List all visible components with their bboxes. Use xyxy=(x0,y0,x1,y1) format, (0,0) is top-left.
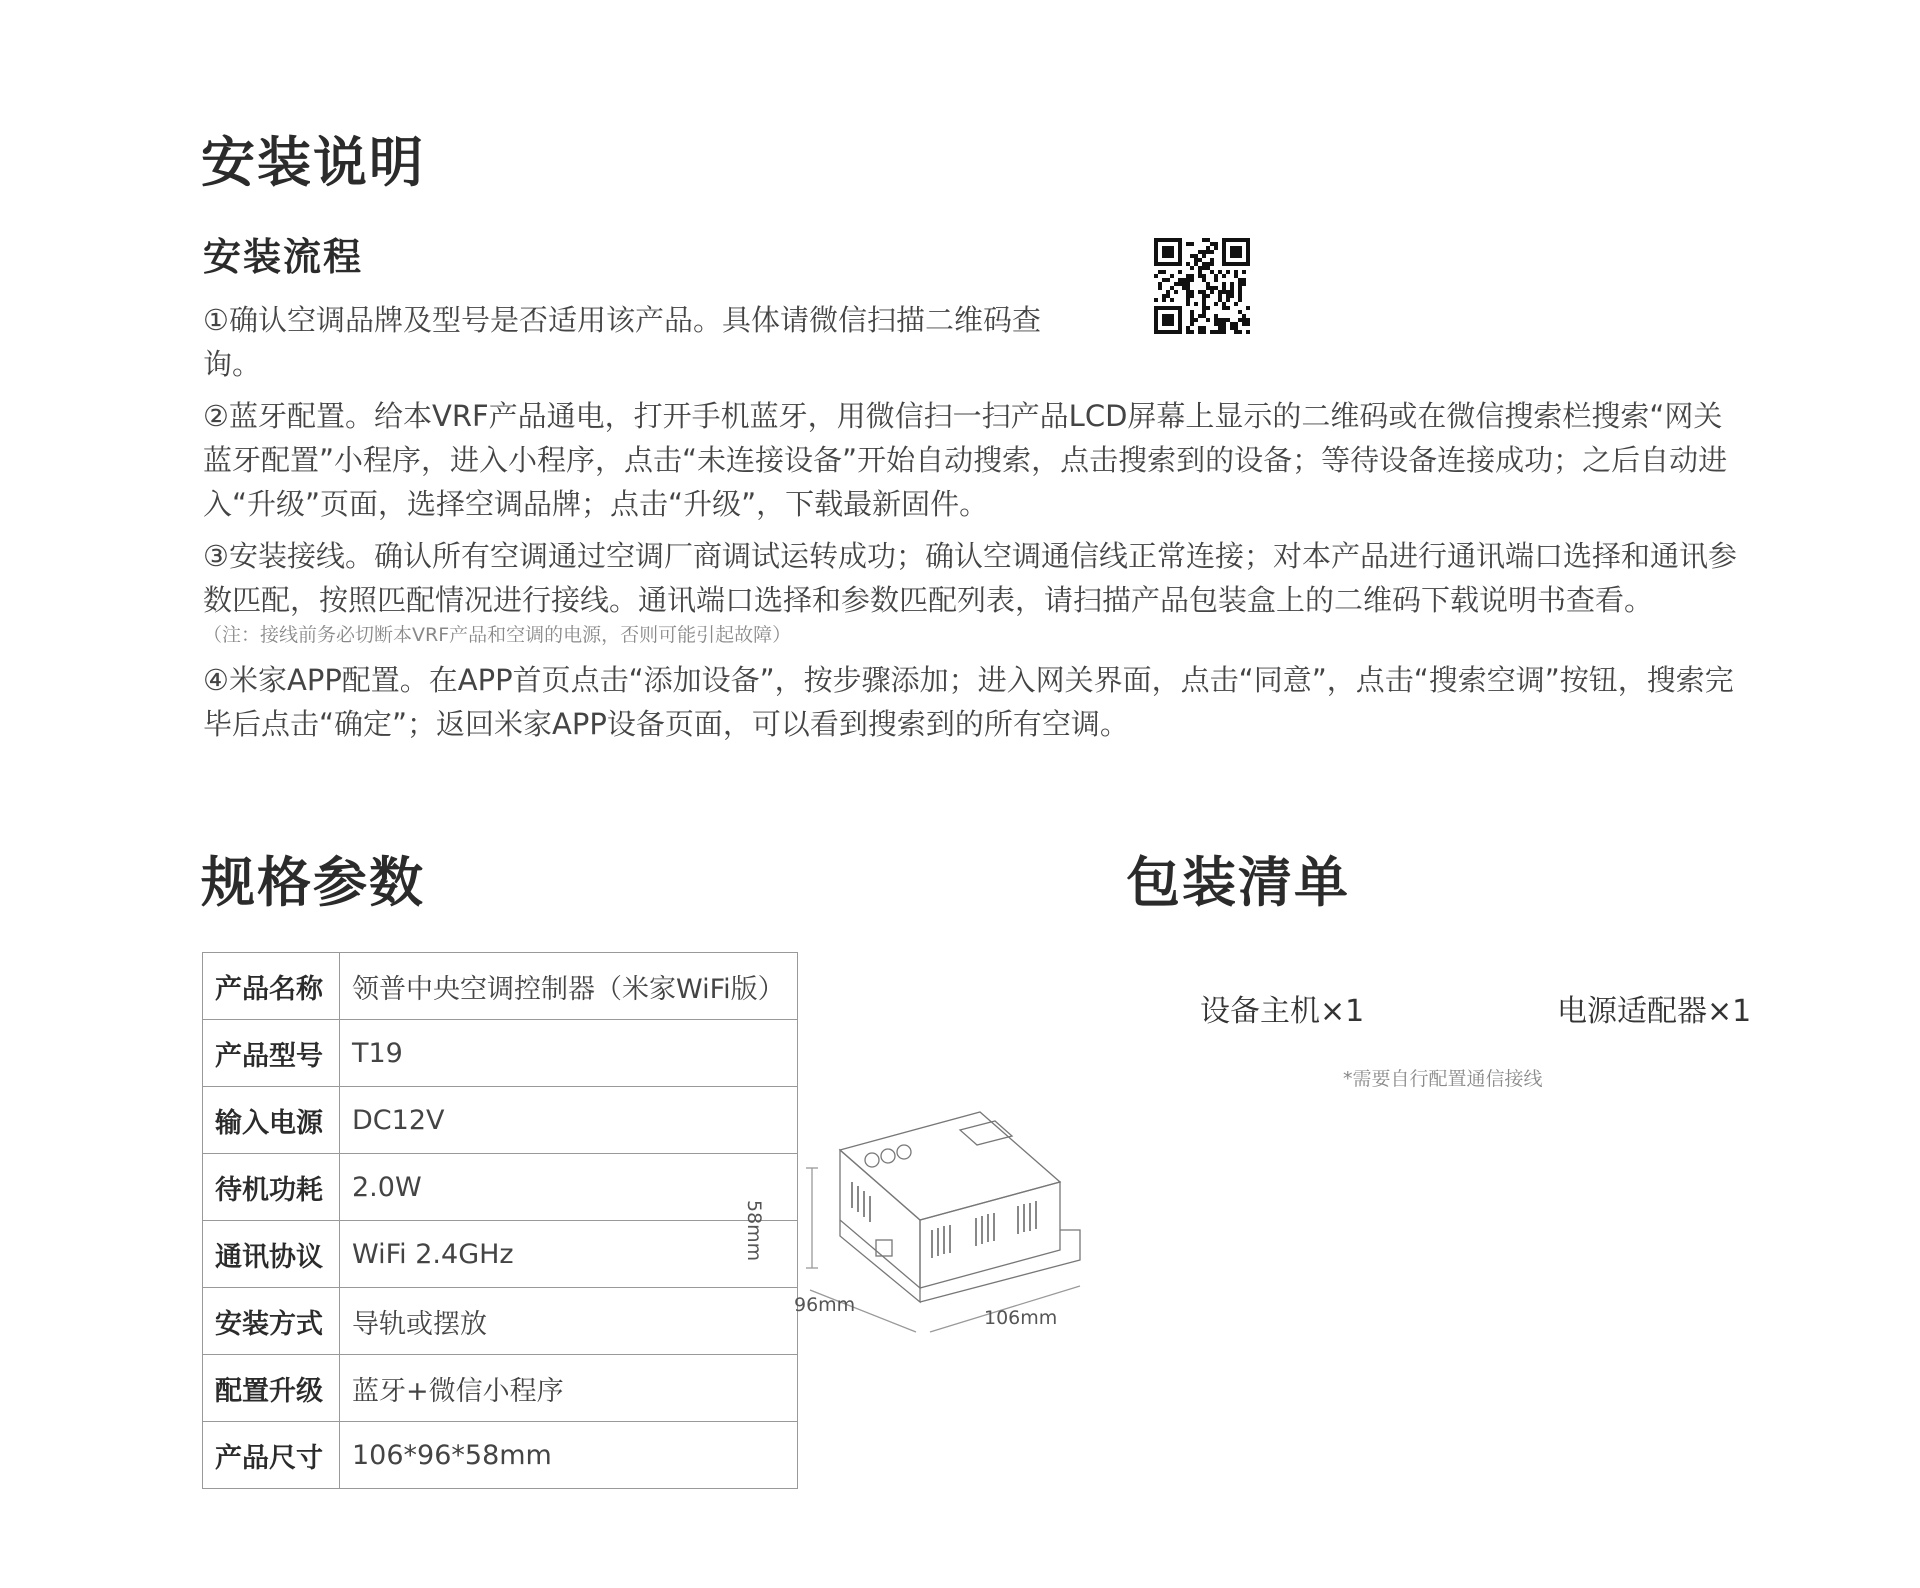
spec-value: 导轨或摆放 xyxy=(340,1288,798,1355)
dimension-width: 106mm xyxy=(984,1307,1058,1329)
table-row xyxy=(203,1154,798,1221)
table-row xyxy=(203,1422,798,1489)
dimension-height: 58mm xyxy=(743,1200,765,1262)
spec-label: 待机功耗 xyxy=(203,1154,340,1221)
table-row xyxy=(203,953,798,1020)
packing-item: 设备主机×1 xyxy=(1200,994,1365,1029)
install-note: （注：接线前务必切断本VRF产品和空调的电源，否则可能引起故障） xyxy=(203,624,792,646)
packing-note: *需要自行配置通信接线 xyxy=(1343,1068,1543,1090)
spec-label: 产品名称 xyxy=(203,953,340,1020)
table-row xyxy=(203,1087,798,1154)
install-subtitle: 安装流程 xyxy=(203,235,364,279)
spec-value: 106*96*58mm xyxy=(340,1422,798,1489)
install-steps xyxy=(203,298,1743,754)
power-port xyxy=(876,1240,892,1256)
install-step-4: ④米家APP配置。在APP首页点击“添加设备”，按步骤添加；进入网关界面，点击“同意”，点击“搜索空调”按钮，搜索完毕后点击“确定”；返回米家APP设备页面，可以看到搜索到的所有空调。 xyxy=(203,663,1734,741)
packing-item: 电源适配器×1 xyxy=(1557,994,1752,1029)
install-title: 安装说明 xyxy=(201,131,425,194)
install-step-1: ①确认空调品牌及型号是否适用该产品。具体请微信扫描二维码查询。 xyxy=(203,303,1041,381)
table-row xyxy=(203,1221,798,1288)
spec-label: 安装方式 xyxy=(203,1288,340,1355)
table-row xyxy=(203,1355,798,1422)
spec-label: 产品型号 xyxy=(203,1020,340,1087)
spec-value: 领普中央空调控制器（米家WiFi版） xyxy=(340,953,798,1020)
table-row xyxy=(203,1020,798,1087)
dimension-depth: 96mm xyxy=(794,1294,856,1316)
spec-label: 输入电源 xyxy=(203,1087,340,1154)
table-row xyxy=(203,1288,798,1355)
install-step-2: ②蓝牙配置。给本VRF产品通电，打开手机蓝牙，用微信扫一扫产品LCD屏幕上显示的二维码或在微信搜索栏搜索“网关蓝牙配置”小程序，进入小程序，点击“未连接设备”开始自动搜索，点击搜索到的设备；等待设备连接成功；之后自动进入“升级”页面，选择空调品牌；点击“升级”，下载最新固件。 xyxy=(203,399,1728,521)
specs-table xyxy=(202,952,798,1489)
spec-label: 通讯协议 xyxy=(203,1221,340,1288)
packing-title: 包装清单 xyxy=(1126,851,1350,914)
device-top-face xyxy=(840,1112,1060,1220)
spec-value: DC12V xyxy=(340,1087,798,1154)
device-front-face xyxy=(840,1150,920,1288)
specs-title: 规格参数 xyxy=(201,851,425,914)
spec-value: T19 xyxy=(340,1020,798,1087)
spec-label: 产品尺寸 xyxy=(203,1422,340,1489)
spec-value: WiFi 2.4GHz xyxy=(340,1221,798,1288)
device-side-face xyxy=(920,1182,1060,1288)
install-step-3: ③安装接线。确认所有空调通过空调厂商调试运转成功；确认空调通信线正常连接；对本产品进行通讯端口选择和通讯参数匹配，按照匹配情况进行接线。通讯端口选择和参数匹配列表，请扫描产品包装盒上的二维码下载说明书查看。 xyxy=(203,539,1738,617)
spec-value: 2.0W xyxy=(340,1154,798,1221)
spec-label: 配置升级 xyxy=(203,1355,340,1422)
spec-value: 蓝牙+微信小程序 xyxy=(340,1355,798,1422)
